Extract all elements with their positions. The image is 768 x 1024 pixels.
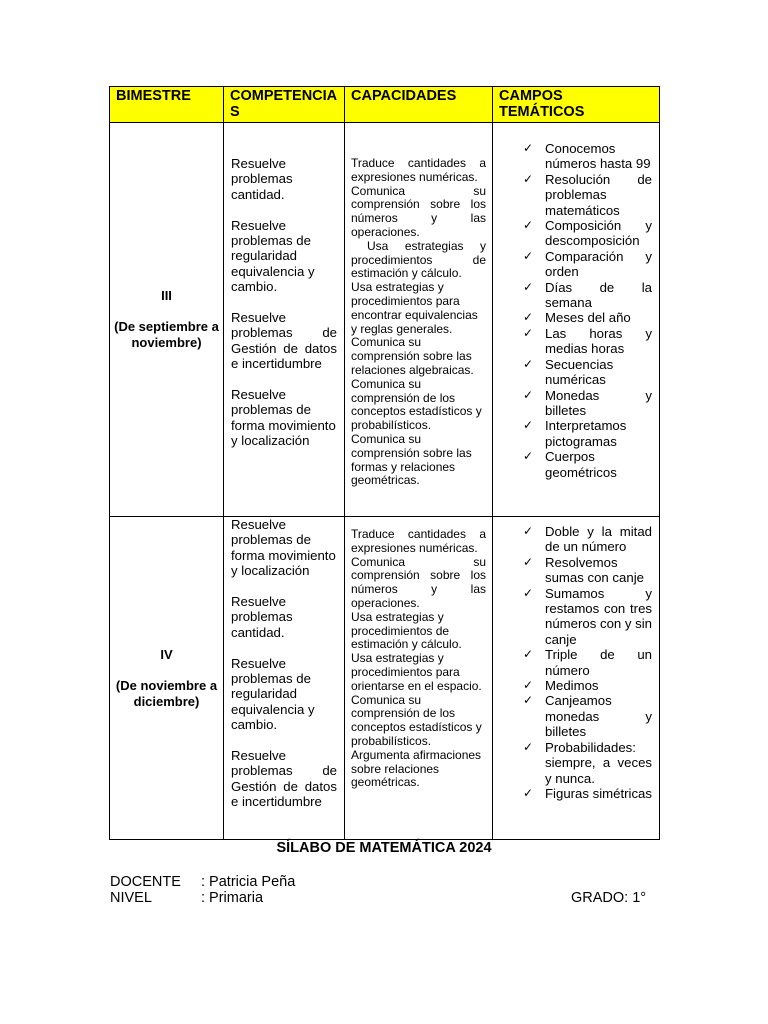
checkmark-icon: ✓ xyxy=(523,524,534,538)
capacidad-item: Traduce cantidades a expresiones numéricas. xyxy=(351,527,486,555)
campos-list xyxy=(493,524,652,801)
capacidad-item: Comunica su comprensión de los conceptos estadísticos y probabilísticos. xyxy=(351,692,482,748)
bimestre-period: (De septiembre a noviembre) xyxy=(114,319,219,350)
capacidad-item: Argumenta afirmaciones sobre relaciones geométricas. xyxy=(351,747,482,790)
competencia-item: Resuelve problemas de regularidad equivalencia y cambio. xyxy=(231,217,315,295)
list-item: ✓ Resolvemos sumas con canje xyxy=(523,554,644,586)
header-capacidades: CAPACIDADES xyxy=(345,87,493,123)
checkmark-icon: ✓ xyxy=(523,449,534,464)
competencia-item: Resuelve problemas de Gestión de datos e incertidumbre xyxy=(231,310,337,372)
list-item: ✓ Meses del año xyxy=(523,310,631,326)
table-row xyxy=(110,123,660,517)
list-item: ✓ Días de la semana xyxy=(523,279,652,311)
list-item: ✓ Secuencias numéricas xyxy=(523,356,614,388)
checkmark-icon: ✓ xyxy=(523,171,534,186)
bimestre-number: III xyxy=(161,288,172,303)
competencia-item: Resuelve problemas de forma movimiento y localización xyxy=(231,387,336,449)
capacidades-cell xyxy=(345,517,493,840)
bimestre-cell xyxy=(110,517,224,840)
checkmark-icon: ✓ xyxy=(523,418,534,433)
competencia-item: Resuelve problemas de Gestión de datos e incertidumbre xyxy=(231,748,337,810)
checkmark-icon: ✓ xyxy=(523,387,534,402)
capacidad-item: Usa estrategias y procedimientos de estimación y cálculo. xyxy=(351,238,486,281)
capacidad-item: Usa estrategias y procedimientos para encontrar equivalencias y reglas generales. xyxy=(351,280,478,336)
list-item: ✓ Resolución de problemas matemáticos xyxy=(523,171,652,218)
checkmark-icon: ✓ xyxy=(523,785,534,800)
checkmark-icon: ✓ xyxy=(523,678,534,693)
table-row xyxy=(110,517,660,840)
capacidad-item: Usa estrategias y procedimientos para orientarse en el espacio. xyxy=(351,651,482,693)
checkmark-icon: ✓ xyxy=(523,279,534,294)
capacidades-cell xyxy=(345,123,493,517)
list-item: ✓ Doble y la mitad de un número xyxy=(523,524,652,555)
competencia-item: Resuelve problemas de regularidad equivalencia y cambio. xyxy=(231,655,315,733)
list-item: ✓ Triple de un número xyxy=(523,647,652,678)
capacidad-item: Comunica su comprensión sobre los números y las operaciones. xyxy=(351,183,486,239)
list-item: ✓ Las horas y medias horas xyxy=(523,325,652,357)
header-campos-tematicos: CAMPOS TEMÁTICOS xyxy=(493,87,660,123)
header-bimestre: BIMESTRE xyxy=(110,87,224,123)
campos-cell xyxy=(493,123,660,517)
syllabus-table xyxy=(109,86,660,840)
list-item: ✓ Sumamos y restamos con tres números con y sin canje xyxy=(523,585,653,647)
capacidad-item: Traduce cantidades a expresiones numéricas. xyxy=(351,156,486,184)
bimestre-period: (De noviembre a diciembre) xyxy=(115,677,218,709)
checkmark-icon: ✓ xyxy=(523,325,534,340)
document-title: SÍLABO DE MATEMÁTICA 2024 xyxy=(276,840,492,856)
bimestre-number: IV xyxy=(160,646,173,662)
checkmark-icon: ✓ xyxy=(523,739,534,754)
competencias-cell xyxy=(224,123,345,517)
list-item: ✓ Cuerpos geométricos xyxy=(523,449,617,480)
checkmark-icon: ✓ xyxy=(523,141,534,155)
list-item: ✓ Composición y descomposición xyxy=(523,218,652,249)
bimestre-cell xyxy=(110,123,224,517)
competencia-item: Resuelve problemas de forma movimiento y localización xyxy=(231,517,336,579)
checkmark-icon: ✓ xyxy=(523,356,534,371)
checkmark-icon: ✓ xyxy=(523,585,534,600)
list-item: ✓ Figuras simétricas xyxy=(523,785,652,801)
checkmark-icon: ✓ xyxy=(523,693,534,708)
grado-label: GRADO: 1° xyxy=(571,890,647,906)
capacidad-item: Comunica su comprensión sobre las relaciones algebraicas. xyxy=(351,335,474,377)
capacidad-item: Comunica su comprensión sobre las formas y relaciones geométricas. xyxy=(351,431,472,488)
checkmark-icon: ✓ xyxy=(523,647,534,662)
docente-value: : Patricia Peña xyxy=(201,874,296,890)
checkmark-icon: ✓ xyxy=(523,248,534,263)
capacidad-item: Comunica su comprensión de los conceptos estadísticos y probabilísticos. xyxy=(351,376,482,433)
list-item: ✓ Canjeamos monedas y billetes xyxy=(523,693,652,740)
capacidad-item: Usa estrategias y procedimientos de estimación y cálculo. xyxy=(351,609,462,652)
checkmark-icon: ✓ xyxy=(523,310,534,325)
header-competencias: COMPETENCIAS xyxy=(224,87,345,123)
nivel-value: : Primaria xyxy=(201,890,264,906)
list-item: ✓ Comparación y orden xyxy=(523,248,652,280)
competencia-item: Resuelve problemas cantidad. xyxy=(231,156,293,202)
campos-list xyxy=(493,141,652,480)
list-item: ✓ Probabilidades: siempre, a veces y nunca. xyxy=(523,739,652,786)
checkmark-icon: ✓ xyxy=(523,554,534,569)
competencias-cell xyxy=(224,517,345,840)
nivel-label: NIVEL xyxy=(110,890,152,906)
list-item: ✓ Conocemos números hasta 99 xyxy=(523,141,651,172)
list-item: ✓ Monedas y billetes xyxy=(523,387,652,418)
checkmark-icon: ✓ xyxy=(523,218,534,233)
campos-cell xyxy=(493,517,660,840)
header-row xyxy=(110,87,660,123)
capacidad-item: Comunica su comprensión sobre los números y las operaciones. xyxy=(351,554,486,610)
competencia-item: Resuelve problemas cantidad. xyxy=(231,594,293,640)
docente-label: DOCENTE xyxy=(110,874,181,890)
list-item: ✓ Medimos xyxy=(523,678,599,694)
list-item: ✓ Interpretamos pictogramas xyxy=(523,418,627,449)
